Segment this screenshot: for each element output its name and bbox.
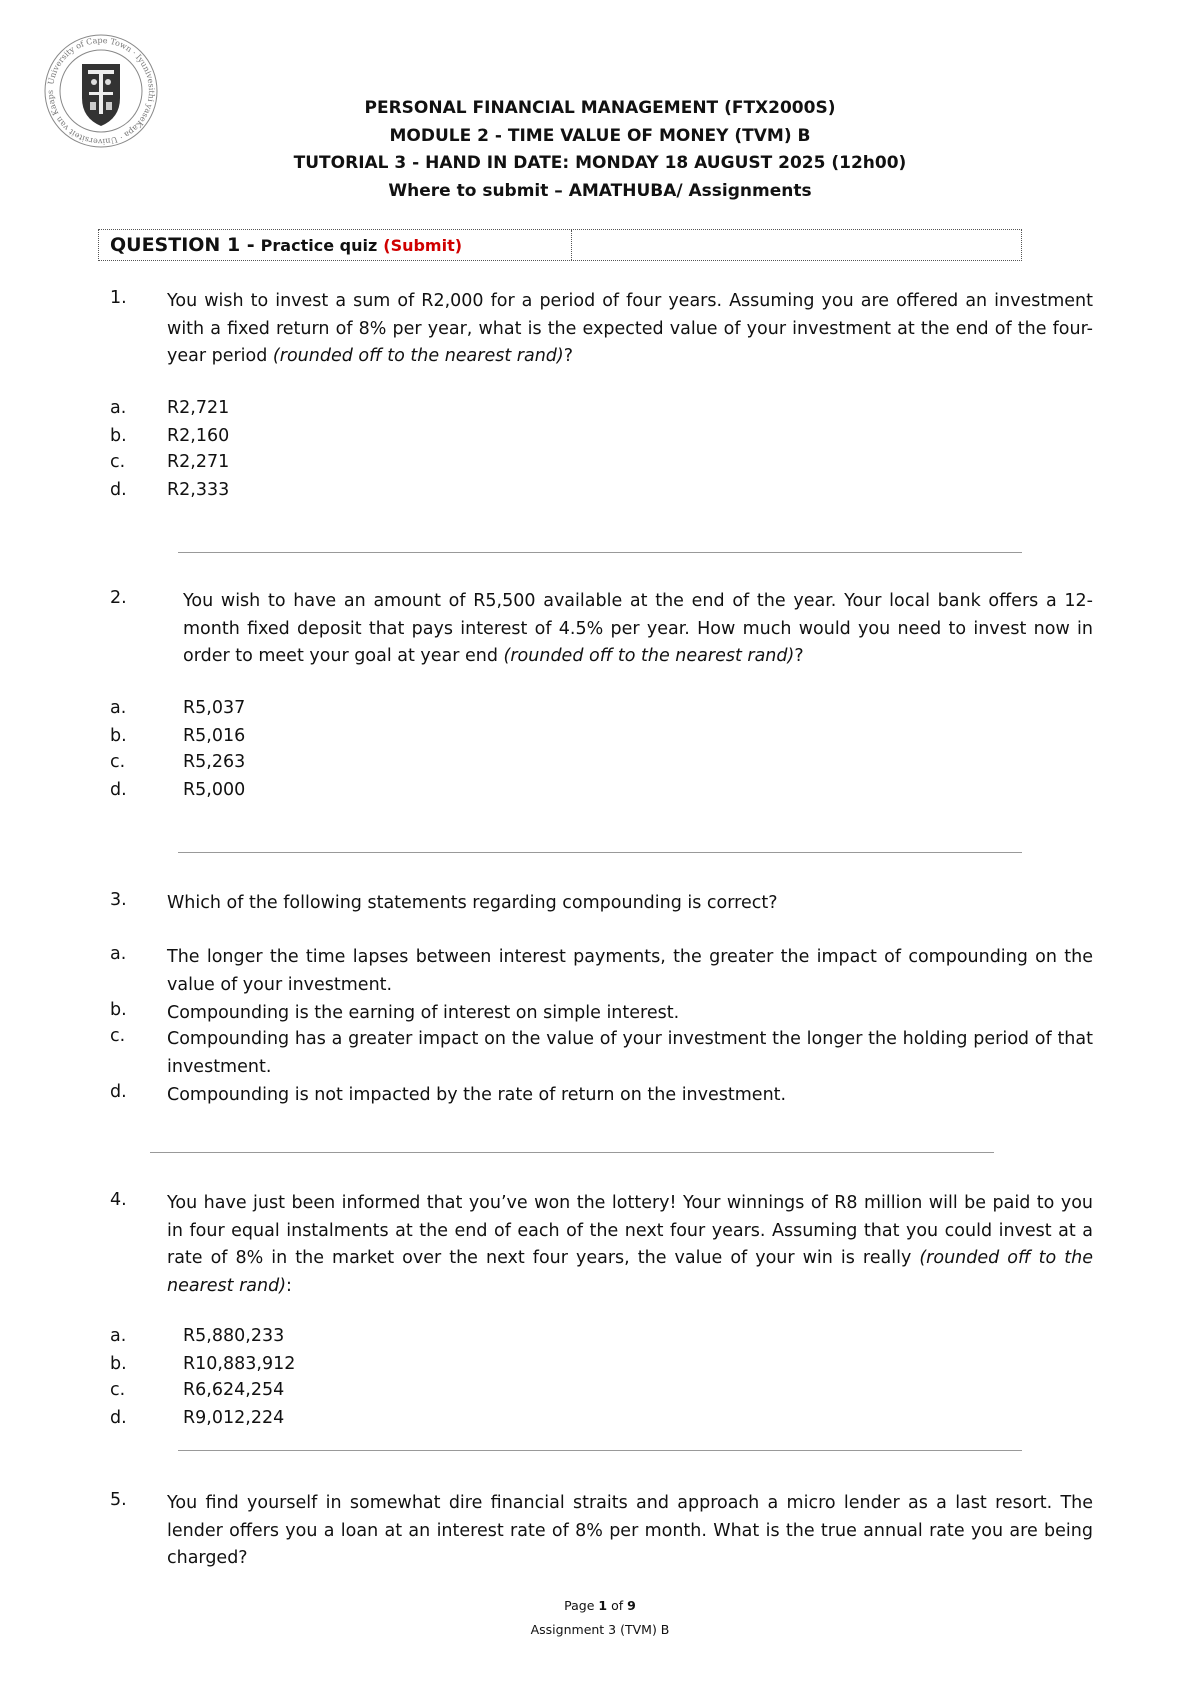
option-text: R5,263 xyxy=(183,752,246,772)
option-letter: a. xyxy=(110,944,127,964)
separator-line xyxy=(150,1152,994,1153)
option-letter: d. xyxy=(110,1082,127,1102)
separator-line xyxy=(178,1450,1022,1451)
option-letter: b. xyxy=(110,1000,127,1020)
question-number: 4. xyxy=(110,1190,127,1210)
question-header-table xyxy=(98,229,1022,261)
module-title: MODULE 2 - TIME VALUE OF MONEY (TVM) B xyxy=(389,125,811,146)
option-letter: a. xyxy=(110,1326,127,1346)
option-letter: b. xyxy=(110,426,127,446)
option-text: R5,016 xyxy=(183,726,246,746)
question-number: 2. xyxy=(110,588,127,608)
option-text: The longer the time lapses between interest payments, the greater the impact of compounding on the value of your investment. xyxy=(167,947,1093,995)
question-number: 3. xyxy=(110,890,127,910)
question-text: Which of the following statements regarding compounding is correct? xyxy=(167,893,778,913)
option-text: R2,333 xyxy=(167,480,230,500)
university-seal-icon xyxy=(42,32,160,150)
separator-line xyxy=(178,552,1022,553)
question-number: 5. xyxy=(110,1490,127,1510)
tutorial-title: TUTORIAL 3 - HAND IN DATE: MONDAY 18 AUGUST 2025 (12h00) xyxy=(293,153,907,173)
option-letter: a. xyxy=(110,398,127,418)
question-subtitle: Practice quiz xyxy=(260,235,378,255)
option-text: R2,271 xyxy=(167,452,230,472)
option-text: R9,012,224 xyxy=(183,1408,285,1428)
question-text: You wish to invest a sum of R2,000 for a period of four years. Assuming you are offered an investment with a fixed return of 8% per year, what is the expected value of your investment at the end of the four-year period (rounded off to the nearest rand)? xyxy=(167,291,1093,366)
option-letter: a. xyxy=(110,698,127,718)
question-text: You have just been informed that you’ve won the lottery! Your winnings of R8 million will be paid to you in four equal instalments at the end of each of the next four years. Assuming that you could invest at a rate of 8% in the market over the next four years, the value of your win is really (rounded off to the nearest rand): xyxy=(167,1193,1093,1296)
option-letter: c. xyxy=(110,452,126,472)
answer-cell[interactable] xyxy=(572,230,1021,260)
question-text: You wish to have an amount of R5,500 available at the end of the year. Your local bank offers a 12-month fixed deposit that pays interest of 4.5% per year. How much would you need to invest now in order to meet your goal at year end (rounded off to the nearest rand)? xyxy=(183,591,1093,666)
document-header xyxy=(180,95,1020,205)
question-text: You find yourself in somewhat dire financial straits and approach a micro lender as a last resort. The lender offers you a loan at an interest rate of 8% per month. What is the true annual rate you are being charged? xyxy=(167,1493,1093,1568)
option-text: R6,624,254 xyxy=(183,1380,285,1400)
option-text: R10,883,912 xyxy=(183,1354,296,1374)
option-text: Compounding is not impacted by the rate of return on the investment. xyxy=(167,1085,787,1105)
option-text: Compounding has a greater impact on the value of your investment the longer the holding period of that investment. xyxy=(167,1029,1093,1077)
separator-line xyxy=(178,852,1022,853)
option-letter: c. xyxy=(110,1380,126,1400)
option-text: R5,037 xyxy=(183,698,246,718)
submit-label: (Submit) xyxy=(383,235,463,255)
option-letter: b. xyxy=(110,1354,127,1374)
submission-location: Where to submit – AMATHUBA/ Assignments xyxy=(388,180,812,201)
question-label-cell xyxy=(99,230,572,260)
svg-text:University of Cape Town · Iyun: University of Cape Town · Iyunivesithi yaseKapa · Universiteit van Kaaps xyxy=(45,35,157,147)
option-text: R5,000 xyxy=(183,780,246,800)
option-text: R2,721 xyxy=(167,398,230,418)
option-letter: b. xyxy=(110,726,127,746)
footer-assignment: Assignment 3 (TVM) B xyxy=(530,1622,670,1637)
option-letter: d. xyxy=(110,1408,127,1428)
page-number: Page 1 of 9 xyxy=(564,1598,636,1613)
option-text: R5,880,233 xyxy=(183,1326,285,1346)
option-letter: c. xyxy=(110,752,126,772)
question-title: QUESTION 1 - xyxy=(110,234,255,256)
option-letter: d. xyxy=(110,780,127,800)
option-letter: c. xyxy=(110,1026,126,1046)
course-title: PERSONAL FINANCIAL MANAGEMENT (FTX2000S) xyxy=(364,98,836,118)
option-text: R2,160 xyxy=(167,426,230,446)
option-text: Compounding is the earning of interest on simple interest. xyxy=(167,1003,680,1023)
question-number: 1. xyxy=(110,288,127,308)
option-letter: d. xyxy=(110,480,127,500)
